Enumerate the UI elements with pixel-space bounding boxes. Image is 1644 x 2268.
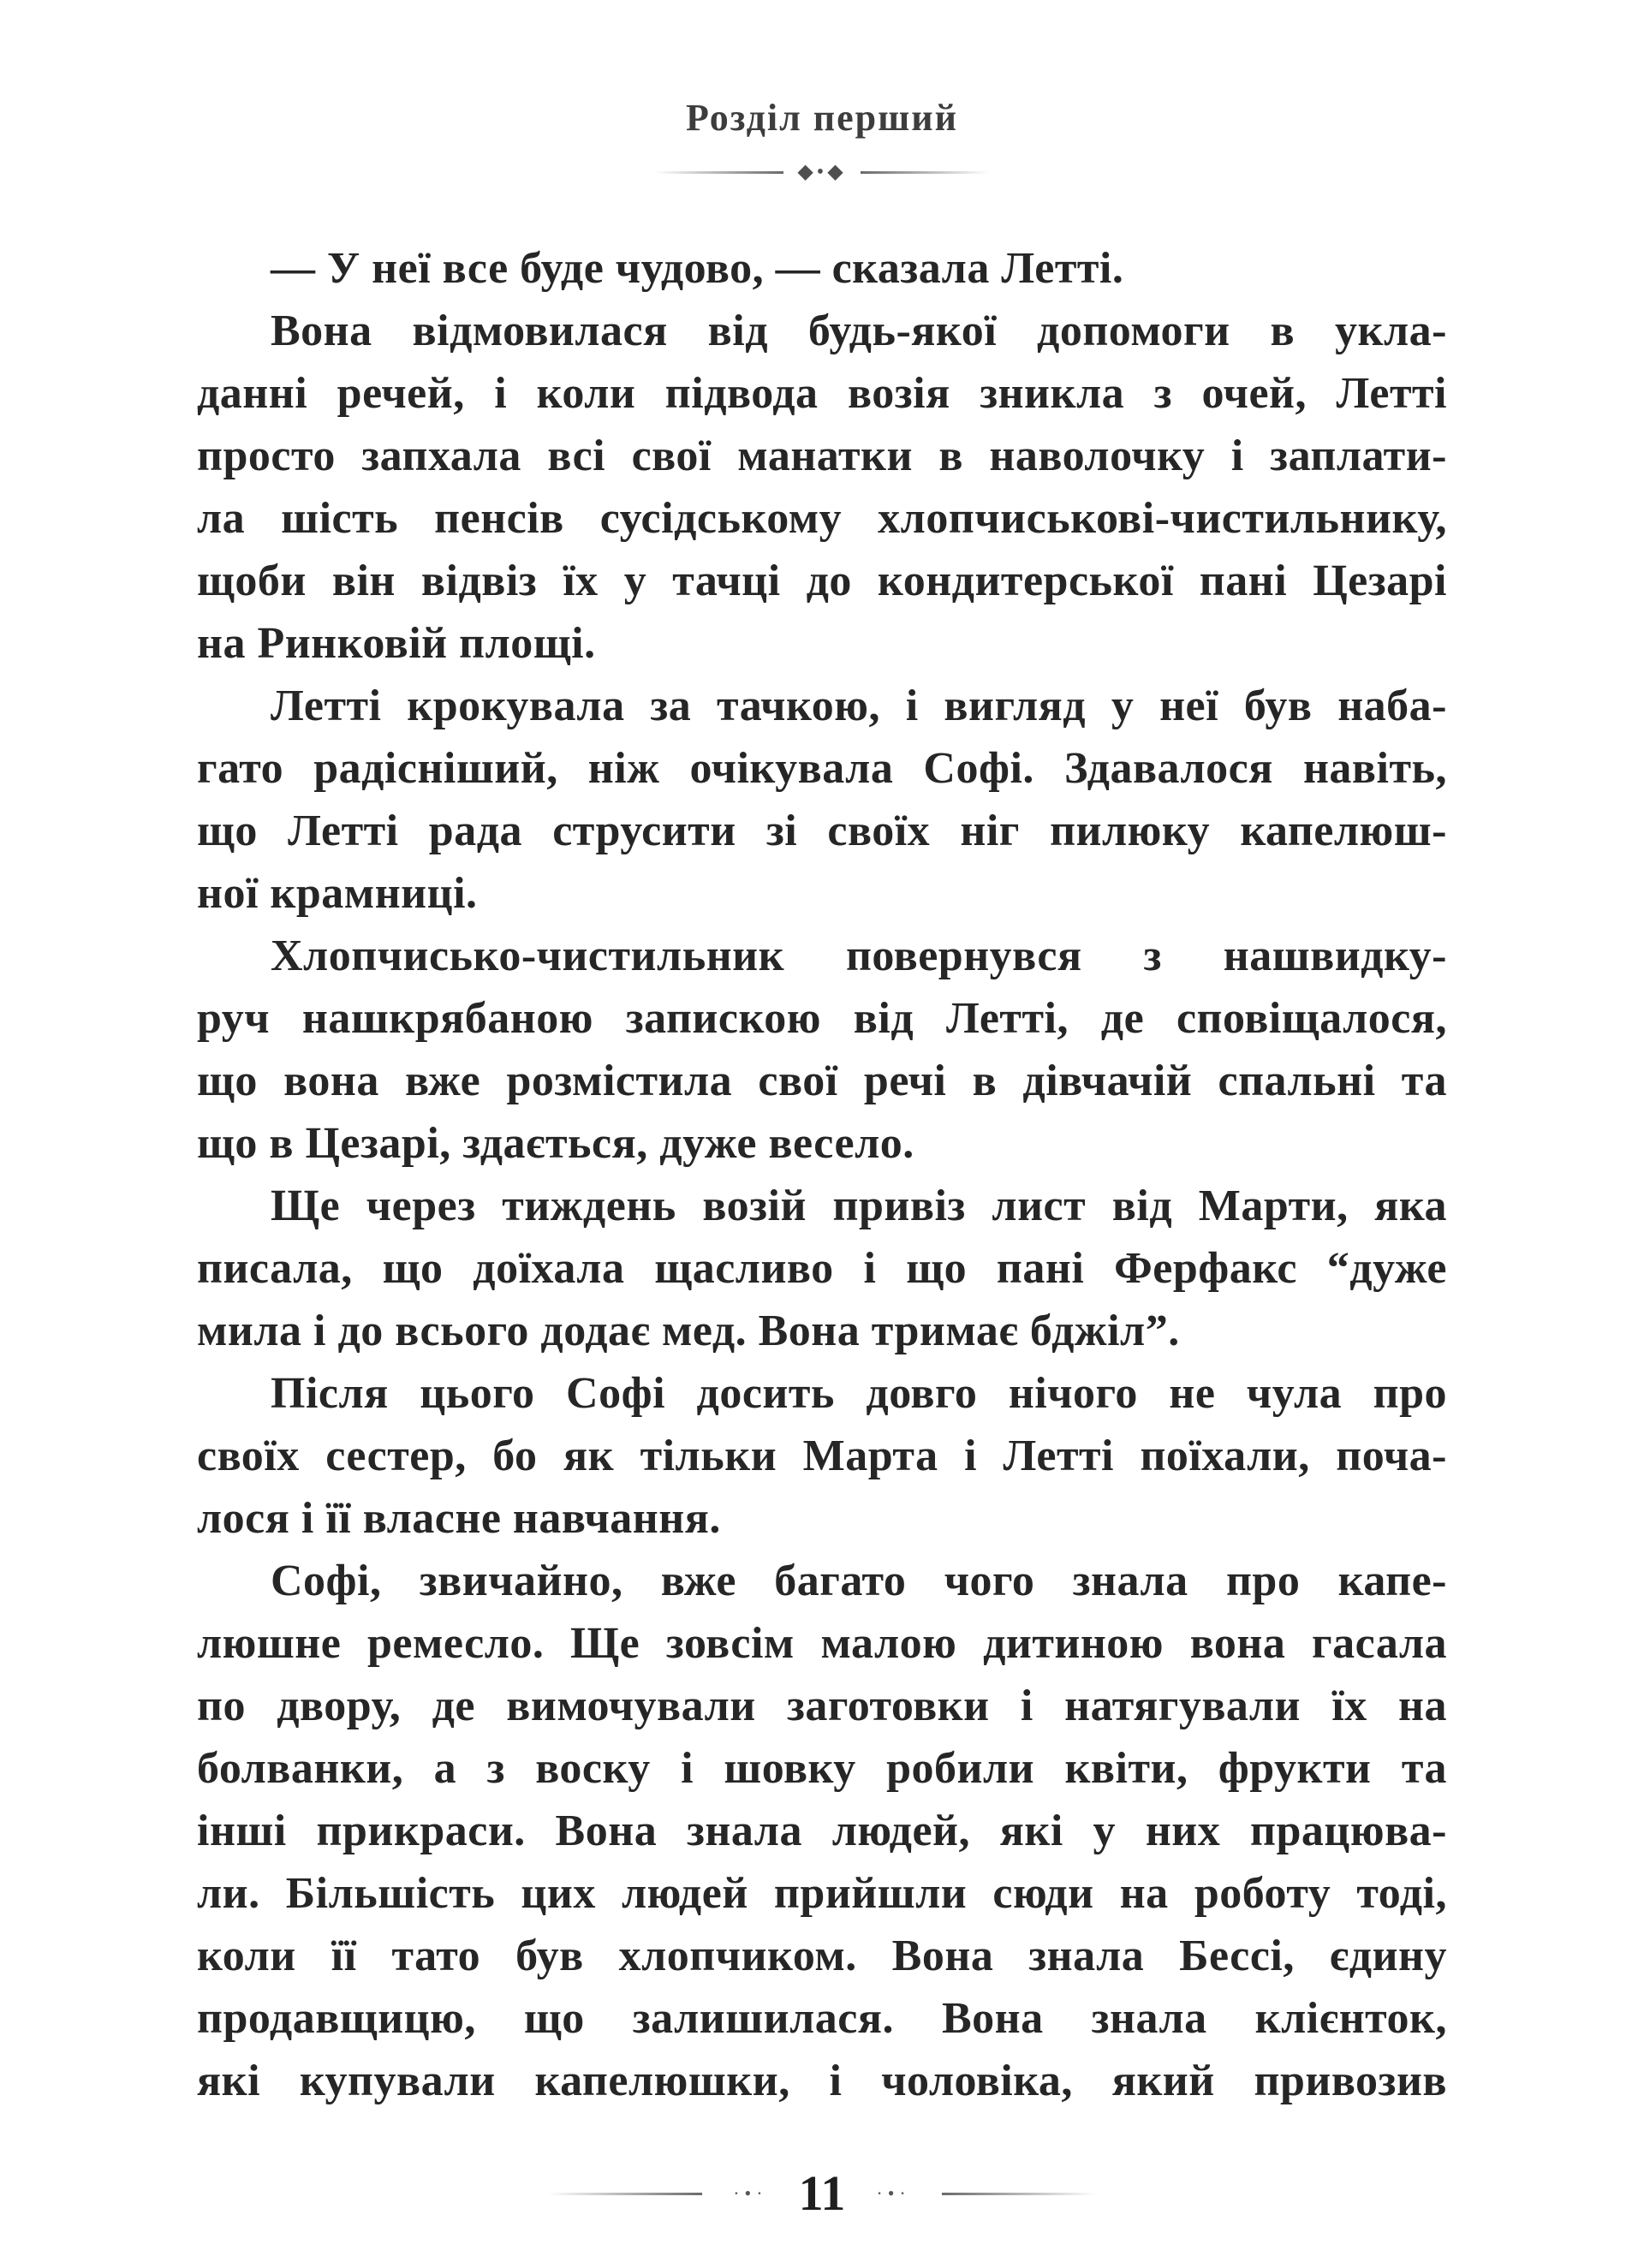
paragraph [197,1362,1447,1550]
text-line: продавщицю, що залишилася. Вона знала клієнток, [197,1994,1447,2043]
footer-flourish-right-line [942,2193,1096,2195]
page-number: 11 [798,2165,846,2221]
text-line: Вона відмовилася від будь-якої допомоги в укла- [271,307,1447,355]
text-line: Летті крокувала за тачкою, і вигляд у неї був наба- [271,682,1447,730]
paragraph [197,300,1447,675]
footer-flourish-left-line [548,2193,702,2195]
text-line: ної крамниці. [197,869,478,918]
ornament-line-left [655,171,783,174]
text-line: писала, що доїхала щасливо і що пані Ферфакс “дуже [197,1244,1447,1293]
text-line: що Летті рада струсити зі своїх ніг пилюку капелюш- [197,807,1447,855]
text-line: Хлопчисько-чистильник повернувся з нашвидку- [271,932,1447,980]
text-line: люшне ремесло. Ще зовсім малою дитиною вона гасала [197,1619,1447,1668]
text-line: мила і до всього додає мед. Вона тримає бджіл”. [197,1307,1180,1355]
paragraph [197,925,1447,1175]
footer-flourish-left-dots-icon: ·•· [733,2182,768,2204]
text-line: Після цього Софі досить довго нічого не чула про [271,1369,1447,1418]
text-line: Ще через тиждень возій привіз лист від Марти, яка [271,1182,1447,1230]
text-line: ла шість пенсів сусідському хлопчиськові-чистильнику, [197,494,1447,543]
text-line: гато радісніший, ніж очікувала Софі. Здавалося навіть, [197,744,1447,793]
text-line: данні речей, і коли підвода возія зникла з очей, Летті [197,369,1447,418]
ornament-diamond-icon: ◆•◆ [797,161,847,183]
text-line: які купували капелюшки, і чоловіка, який привозив [197,2057,1447,2105]
text-line: що в Цезарі, здається, дуже весело. [197,1119,914,1168]
text-line: коли її тато був хлопчиком. Вона знала Бессі, єдину [197,1932,1447,1980]
text-line: по двору, де вимочували заготовки і натягували їх на [197,1682,1447,1730]
header-ornament [0,162,1644,182]
text-line: болванки, а з воску і шовку робили квіти, фрукти та [197,1744,1447,1793]
text-line: — У неї все буде чудово, — сказала Летті. [271,244,1124,293]
text-line: на Ринковій площі. [197,619,596,668]
paragraph [197,1175,1447,1362]
paragraphs [197,237,1447,2112]
text-line: просто запхала всі свої манатки в наволочку і заплати- [197,432,1447,480]
text-line: своїх сестер, бо як тільки Марта і Летті поїхали, поча- [197,1432,1447,1480]
text-line: ли. Більшість цих людей прийшли сюди на роботу тоді, [197,1869,1447,1918]
text-line: що вона вже розмістила свої речі в дівчачій спальні та [197,1057,1447,1105]
chapter-title: Розділ перший [685,97,959,139]
text-line: інші прикраси. Вона знала людей, які у них працюва- [197,1807,1447,1855]
text-line: щоби він відвіз їх у тачці до кондитерської пані Цезарі [197,557,1447,605]
paragraph [197,675,1447,925]
text-line: Софі, звичайно, вже багато чого знала про капе- [271,1557,1447,1605]
text-line: руч нашкрябаною запискою від Летті, де сповіщалося, [197,994,1447,1043]
paragraph [197,1550,1447,2112]
footer-flourish-right-dots-icon: ·•· [876,2182,911,2204]
page-footer [0,2165,1644,2221]
paragraph [197,237,1447,300]
text-line: лося і її власне навчання. [197,1494,721,1543]
ornament-line-right [861,171,989,174]
